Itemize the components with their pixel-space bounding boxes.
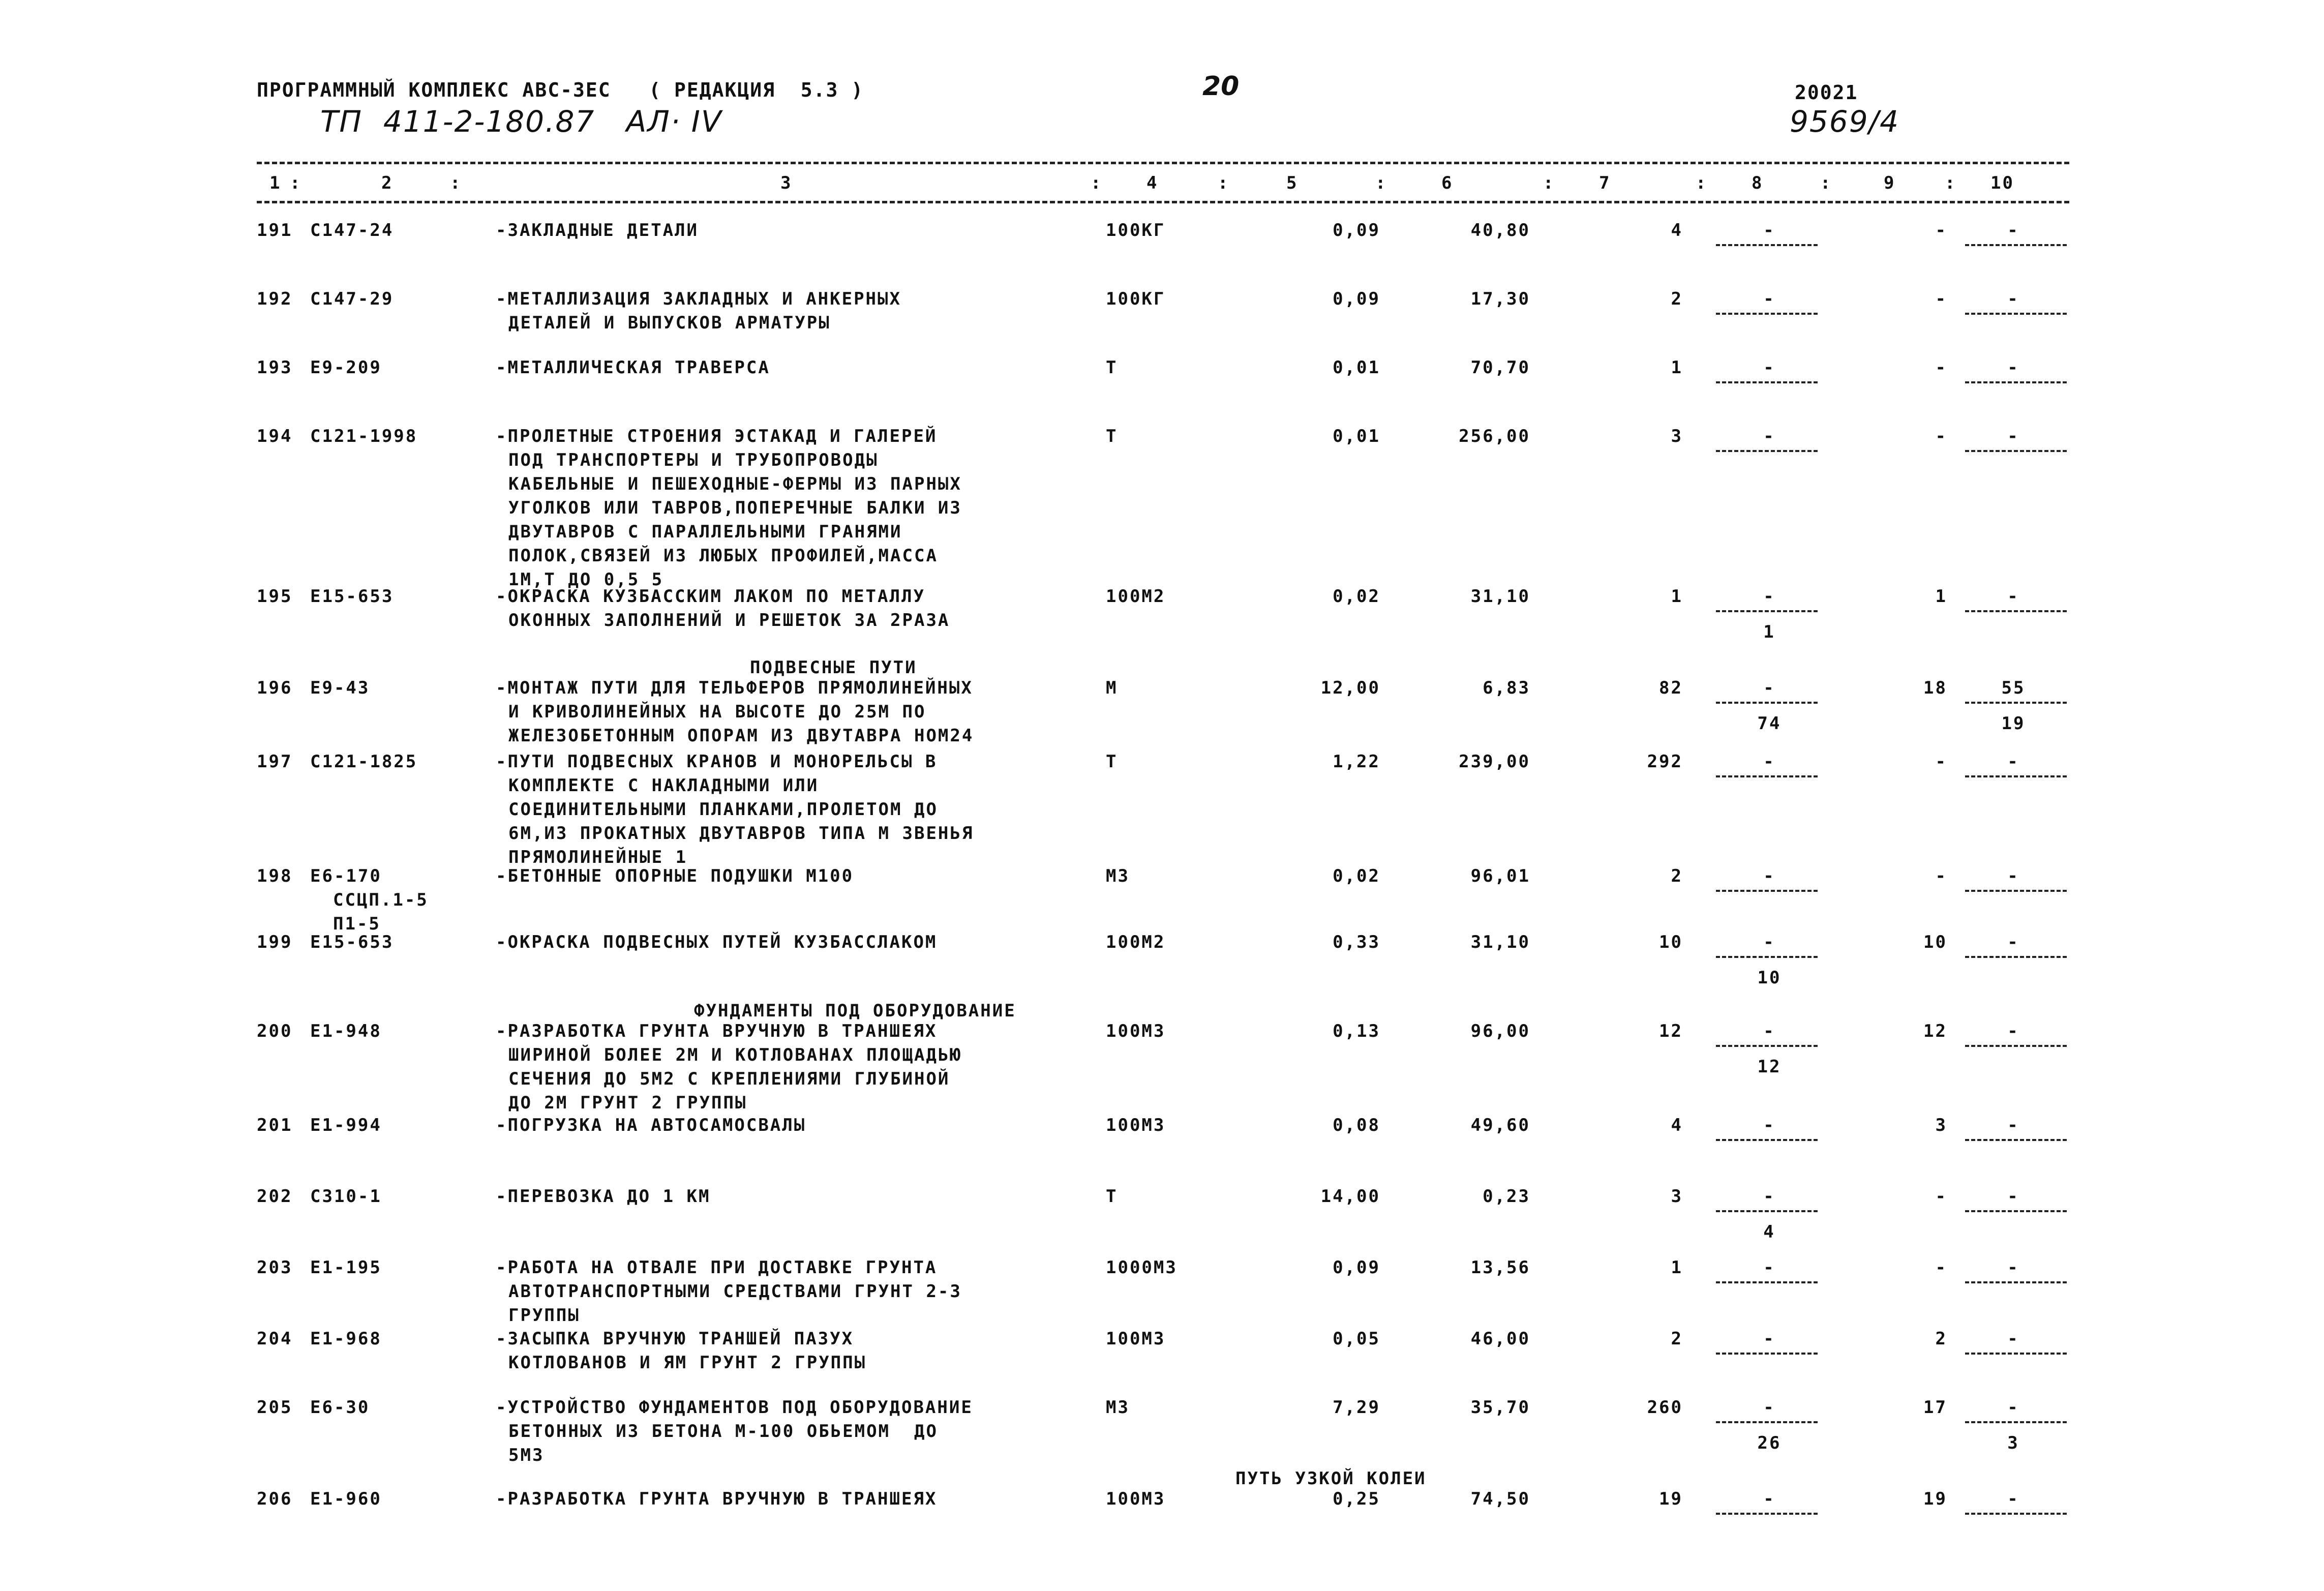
row-description: ПОД ТРАНСПОРТЕРЫ И ТРУБОПРОВОДЫ [508,450,879,470]
top-rule [257,162,2069,164]
col8-divider [1716,1281,1818,1283]
row-col9: 2 [1935,1329,1947,1349]
row-col7: 1 [1671,586,1683,607]
row-col7: 2 [1671,289,1683,309]
row-col10: - [2007,220,2019,241]
row-col7: 1 [1671,1257,1683,1278]
row-price: 49,60 [1470,1115,1530,1135]
row-description: -БЕТОННЫЕ ОПОРНЫЕ ПОДУШКИ М100 [496,866,854,886]
row-col9: - [1935,289,1947,309]
row-description: -МЕТАЛЛИЗАЦИЯ ЗАКЛАДНЫХ И АНКЕРНЫХ [496,289,901,309]
row-code: Е1-994 [310,1115,382,1135]
col10-divider [1965,1421,2067,1423]
col10-divider [1965,956,2067,958]
row-col10: - [2007,932,2019,952]
row-number: 200 [257,1021,293,1041]
col10-divider [1965,1210,2067,1212]
col10-divider [1965,244,2067,246]
col8-divider [1716,1045,1818,1047]
row-col9: - [1935,357,1947,378]
row-unit: Т [1106,1186,1118,1207]
row-unit: 100М3 [1106,1329,1166,1349]
row-col8: - [1763,1257,1775,1278]
col8-divider [1716,1513,1818,1515]
row-col10: - [2007,1115,2019,1135]
row-col9: - [1935,1257,1947,1278]
row-col8-lower: 10 [1757,968,1782,988]
row-code: Е9-209 [310,357,382,378]
col8-divider [1716,610,1818,612]
row-col10: - [2007,866,2019,886]
row-quantity: 0,02 [1333,586,1380,607]
row-col10: 55 [2001,678,2026,698]
row-price: 256,00 [1459,426,1530,446]
col8-divider [1716,890,1818,892]
row-description: 1М,Т ДО 0,5 5 [508,569,664,590]
row-price: 31,10 [1470,586,1530,607]
row-number: 194 [257,426,293,446]
row-price: 13,56 [1470,1257,1530,1278]
col10-divider [1965,313,2067,315]
row-code: Е1-968 [310,1329,382,1349]
row-price: 96,01 [1470,866,1530,886]
row-description: КОМПЛЕКТЕ С НАКЛАДНЫМИ ИЛИ [508,775,819,796]
row-price: 0,23 [1483,1186,1530,1207]
row-number: 193 [257,357,293,378]
row-col7: 82 [1659,678,1683,698]
row-quantity: 0,33 [1333,932,1380,952]
row-number: 202 [257,1186,293,1207]
column-header: 9 [1884,173,1896,193]
row-unit: Т [1106,357,1118,378]
row-code: С121-1998 [310,426,418,446]
row-col8-lower: 12 [1757,1057,1782,1077]
row-description: ДО 2М ГРУНТ 2 ГРУППЫ [508,1093,747,1113]
column-header: 7 [1599,173,1611,193]
row-unit: 100М3 [1106,1489,1166,1509]
row-col8: - [1763,586,1775,607]
col8-divider [1716,956,1818,958]
col8-divider [1716,244,1818,246]
row-number: 201 [257,1115,293,1135]
row-col7: 12 [1659,1021,1683,1041]
row-description: ДВУТАВРОВ С ПАРАЛЛЕЛЬНЫМИ ГРАНЯМИ [508,522,902,542]
row-description: УГОЛКОВ ИЛИ ТАВРОВ,ПОПЕРЕЧНЫЕ БАЛКИ ИЗ [508,498,962,518]
row-col9: 12 [1923,1021,1947,1041]
row-price: 17,30 [1470,289,1530,309]
row-quantity: 0,08 [1333,1115,1380,1135]
row-unit: М3 [1106,1397,1130,1418]
row-unit: 100КГ [1106,289,1166,309]
row-col9: - [1935,426,1947,446]
row-col8: - [1763,357,1775,378]
col8-divider [1716,313,1818,315]
row-quantity: 0,01 [1333,426,1380,446]
row-code: С310-1 [310,1186,382,1207]
column-header: 1 [269,173,282,193]
sheet-number: 9569/4 [1790,104,1900,139]
column-header: 6 [1441,173,1454,193]
column-header: 2 [381,173,394,193]
row-number: 196 [257,678,293,698]
col10-divider [1965,610,2067,612]
row-code: Е6-30 [310,1397,370,1418]
row-col8: - [1763,289,1775,309]
row-code: С147-29 [310,289,394,309]
row-description: ГРУППЫ [508,1305,580,1326]
col10-divider [1965,702,2067,704]
row-col7: 10 [1659,932,1683,952]
row-description: БЕТОННЫХ ИЗ БЕТОНА М-100 ОБЬЕМОМ ДО [508,1421,938,1442]
row-description: -ПЕРЕВОЗКА ДО 1 КМ [496,1186,711,1207]
col10-divider [1965,1281,2067,1283]
row-description: И КРИВОЛИНЕЙНЫХ НА ВЫСОТЕ ДО 25М ПО [508,702,926,722]
row-description: -УСТРОЙСТВО ФУНДАМЕНТОВ ПОД ОБОРУДОВАНИЕ [496,1397,973,1418]
row-col7: 3 [1671,1186,1683,1207]
row-col8: - [1763,932,1775,952]
row-col7: 2 [1671,1329,1683,1349]
col10-divider [1965,450,2067,452]
row-price: 74,50 [1470,1489,1530,1509]
row-col8: - [1763,220,1775,241]
row-col9: 19 [1923,1489,1947,1509]
row-price: 31,10 [1470,932,1530,952]
col8-divider [1716,775,1818,777]
row-code: Е15-653 [310,932,394,952]
col10-divider [1965,890,2067,892]
row-description: -ПУТИ ПОДВЕСНЫХ КРАНОВ И МОНОРЕЛЬСЫ В [496,752,938,772]
row-col8-lower: 4 [1763,1222,1775,1242]
row-code: Е1-948 [310,1021,382,1041]
row-col8: - [1763,1397,1775,1418]
row-description: КАБЕЛЬНЫЕ И ПЕШЕХОДНЫЕ-ФЕРМЫ ИЗ ПАРНЫХ [508,474,962,494]
col10-divider [1965,775,2067,777]
row-number: 197 [257,752,293,772]
row-col8-lower: 26 [1757,1433,1782,1453]
row-col8: - [1763,1329,1775,1349]
section-title: ПУТЬ УЗКОЙ КОЛЕИ [1235,1468,1427,1489]
column-header: 5 [1286,173,1299,193]
row-description: КОТЛОВАНОВ И ЯМ ГРУНТ 2 ГРУППЫ [508,1353,867,1373]
row-description: 5М3 [508,1445,545,1465]
row-description: -ПОГРУЗКА НА АВТОСАМОСВАЛЫ [496,1115,806,1135]
col10-divider [1965,1045,2067,1047]
row-price: 6,83 [1483,678,1530,698]
row-col8: - [1763,1186,1775,1207]
row-description: -ОКРАСКА КУЗБАССКИМ ЛАКОМ ПО МЕТАЛЛУ [496,586,925,607]
col8-divider [1716,702,1818,704]
row-col7: 1 [1671,357,1683,378]
row-col9: 17 [1923,1397,1947,1418]
row-col10: - [2007,586,2019,607]
row-col8: - [1763,1489,1775,1509]
row-description: -РАЗРАБОТКА ГРУНТА ВРУЧНУЮ В ТРАНШЕЯХ [496,1489,938,1509]
col8-divider [1716,1353,1818,1355]
row-col8-lower: 74 [1757,713,1782,734]
row-quantity: 0,02 [1333,866,1380,886]
row-description: -МОНТАЖ ПУТИ ДЛЯ ТЕЛЬФЕРОВ ПРЯМОЛИНЕЙНЫХ [496,678,973,698]
column-header: 3 [780,173,793,193]
row-price: 70,70 [1470,357,1530,378]
row-price: 40,80 [1470,220,1530,241]
row-code: Е6-170 [310,866,382,886]
row-col10: - [2007,1329,2019,1349]
row-unit: 100М2 [1106,586,1166,607]
row-description: -РАЗРАБОТКА ГРУНТА ВРУЧНУЮ В ТРАНШЕЯХ [496,1021,938,1041]
row-col8: - [1763,678,1775,698]
section-title: ФУНДАМЕНТЫ ПОД ОБОРУДОВАНИЕ [694,1001,1016,1021]
row-col9: 1 [1935,586,1947,607]
row-description: -МЕТАЛЛИЧЕСКАЯ ТРАВЕРСА [496,357,770,378]
row-description: ЖЕЛЕЗОБЕТОННЫМ ОПОРАМ ИЗ ДВУТАВРА НОМ24 [508,726,974,746]
row-col10: - [2007,1489,2019,1509]
row-col10: - [2007,1186,2019,1207]
column-header: 8 [1752,173,1764,193]
row-col10: - [2007,289,2019,309]
row-unit: 100М3 [1106,1115,1166,1135]
row-col7: 260 [1647,1397,1683,1418]
row-code-ref: П1-5 [333,914,381,934]
row-quantity: 14,00 [1320,1186,1380,1207]
row-col7: 4 [1671,220,1683,241]
row-description: -ОКРАСКА ПОДВЕСНЫХ ПУТЕЙ КУЗБАССЛАКОМ [496,932,938,952]
col8-divider [1716,1210,1818,1212]
row-number: 195 [257,586,293,607]
row-col7: 19 [1659,1489,1683,1509]
col8-divider [1716,1139,1818,1141]
row-col9: 10 [1923,932,1947,952]
column-header: 10 [1990,173,2014,193]
col10-divider [1965,1353,2067,1355]
row-description: -ЗАСЫПКА ВРУЧНУЮ ТРАНШЕЙ ПАЗУХ [496,1329,854,1349]
row-number: 203 [257,1257,293,1278]
row-code: Е15-653 [310,586,394,607]
document-page: ПРОГРАММНЫЙ КОМПЛЕКС АВС-3ЕС ( РЕДАКЦИЯ 5.3 ) 20 20021 ТП 411-2-180.87 АЛ· IV 9569/4 1 : 2 : 3 : 4 : 5 : 6 : 7 : 8 : 9 : 10 191 С147-24 -ЗАКЛАДНЫЕ ДЕТАЛИ 100КГ 0,09 40,80 4 - - - 192 С147-29 -МЕТАЛЛИЗАЦИЯ ЗАКЛАДНЫХ И АНКЕРНЫХ ДЕТАЛЕЙ И ВЫПУСКОВ АРМАТУРЫ 100КГ 0,09 17,30 2 - - - 193 Е9-209 -МЕТАЛЛИЧЕСКАЯ ТРАВЕРСА Т 0,01 70,70 1 - - - 194 С121-1998 -ПРОЛЕТНЫЕ СТРОЕНИЯ ЭСТАКАД И ГАЛЕРЕЙ ПОД ТРАНСПОРТЕРЫ И ТРУБОПРОВОДЫ КАБЕЛЬНЫЕ И ПЕШЕХОДНЫЕ-ФЕРМЫ ИЗ ПАРНЫХ УГОЛКОВ ИЛИ ТАВРОВ,ПОПЕРЕЧНЫЕ БАЛКИ ИЗ ДВУТАВРОВ С ПАРАЛЛЕЛЬНЫМИ ГРАНЯМИ ПОЛОК,СВЯЗЕЙ ИЗ ЛЮБЫХ ПРОФИЛЕЙ,МАССА 1М,Т ДО 0,5 5 Т 0,01 256,00 3 - - - 195 Е15-653 -ОКРАСКА КУЗБАССКИМ ЛАКОМ ПО МЕТАЛЛУ ОКОННЫХ ЗАПОЛНЕНИЙ И РЕШЕТОК ЗА 2РАЗА 100М2 0,02 31,10 1 - 1 1 - ПОДВЕСНЫЕ ПУТИ 196 Е9-43 -МОНТАЖ ПУТИ ДЛЯ ТЕЛЬФЕРОВ ПРЯМОЛИНЕЙНЫХ И КРИВОЛИНЕЙНЫХ НА ВЫСОТЕ ДО 25М ПО ЖЕЛЕЗОБЕТОННЫМ ОПОРАМ ИЗ ДВУТАВРА НОМ24 М 12,00 6,83 82 - 74 18 55 19 197 С121-1825 -ПУТИ ПОДВЕСНЫХ КРАНОВ И МОНОРЕЛЬСЫ В КОМПЛЕКТЕ С НАКЛАДНЫМИ ИЛИ СОЕДИНИТЕЛЬНЫМИ ПЛАНКАМИ,ПРОЛЕТОМ ДО 6М,ИЗ ПРОКАТНЫХ ДВУТАВРОВ ТИПА М ЗВЕНЬЯ ПРЯМОЛИНЕЙНЫЕ 1 Т 1,22 239,00 292 - - - 198 Е6-170 ССЦП.1-5 П1-5 -БЕТОННЫЕ ОПОРНЫЕ ПОДУШКИ М100 М3 0,02 96,01 2 - - - 199 Е15-653 -ОКРАСКА ПОДВЕСНЫХ ПУТЕЙ КУЗБАССЛАКОМ 100М2 0,33 31,10 10 - 10 10 - ФУНДАМЕНТЫ ПОД ОБОРУДОВАНИЕ 200 Е1-948 -РАЗРАБОТКА ГРУНТА ВРУЧНУЮ В ТРАНШЕЯХ ШИРИНОЙ БОЛЕЕ 2М И КОТЛОВАНАХ ПЛОЩАДЬЮ СЕЧЕНИЯ ДО 5М2 С КРЕПЛЕНИЯМИ ГЛУБИНОЙ ДО 2М ГРУНТ 2 ГРУППЫ 100М3 0,13 96,00 12 - 12 12 - 201 Е1-994 -ПОГРУЗКА НА АВТОСАМОСВАЛЫ 100М3 0,08 49,60 4 - 3 - 202 С310-1 -ПЕРЕВОЗКА ДО 1 КМ Т 14,00 0,23 3 - 4 - - 203 Е1-195 -РАБОТА НА ОТВАЛЕ ПРИ ДОСТАВКЕ ГРУНТА АВТОТРАНСПОРТНЫМИ СРЕДСТВАМИ ГРУНТ 2-3 ГРУППЫ 1000М3 0,09 13,56 1 - - - 204 Е1-968 -ЗАСЫПКА ВРУЧНУЮ ТРАНШЕЙ ПАЗУХ КОТЛОВАНОВ И ЯМ ГРУНТ 2 ГРУППЫ 100М3 0,05 46,00 2 - 2 - 205 Е6-30 -УСТРОЙСТВО ФУНДАМЕНТОВ ПОД ОБОРУДОВАНИЕ БЕТОННЫХ ИЗ БЕТОНА М-100 ОБЬЕМОМ ДО 5М3 М3 7,29 35,70 260 - 26 17 - 3 ПУТЬ УЗКОЙ КОЛЕИ 206 Е1-960 -РАЗРАБОТКА ГРУНТА ВРУЧНУЮ В ТРАНШЕЯХ 100М3 0,25 74,50 19 - 19 - [0,0,2324,1591]
row-col9: 18 [1923,678,1947,698]
row-description: ПРЯМОЛИНЕЙНЫЕ 1 [508,847,688,867]
row-col7: 3 [1671,426,1683,446]
row-col7: 2 [1671,866,1683,886]
row-col9: - [1935,866,1947,886]
row-description: ОКОННЫХ ЗАПОЛНЕНИЙ И РЕШЕТОК ЗА 2РАЗА [508,610,950,631]
row-code: С147-24 [310,220,394,241]
row-col10-lower: 19 [2001,713,2026,734]
row-col7: 4 [1671,1115,1683,1135]
row-quantity: 0,01 [1333,357,1380,378]
row-col9: - [1935,1186,1947,1207]
row-number: 205 [257,1397,293,1418]
row-description: ШИРИНОЙ БОЛЕЕ 2М И КОТЛОВАНАХ ПЛОЩАДЬЮ [508,1045,962,1065]
row-code: Е1-960 [310,1489,382,1509]
row-unit: Т [1106,752,1118,772]
row-price: 46,00 [1470,1329,1530,1349]
row-col8-lower: 1 [1763,622,1775,642]
row-description: -РАБОТА НА ОТВАЛЕ ПРИ ДОСТАВКЕ ГРУНТА [496,1257,938,1278]
row-col8: - [1763,1115,1775,1135]
row-number: 204 [257,1329,293,1349]
row-col10: - [2007,426,2019,446]
row-col9: - [1935,752,1947,772]
column-header: 4 [1146,173,1159,193]
col10-divider [1965,381,2067,383]
program-title: ПРОГРАММНЫЙ КОМПЛЕКС АВС-3ЕС ( РЕДАКЦИЯ 5.3 ) [257,79,864,101]
row-number: 191 [257,220,293,241]
row-quantity: 0,09 [1333,220,1380,241]
row-code: Е9-43 [310,678,370,698]
row-col8: - [1763,426,1775,446]
row-col8: - [1763,1021,1775,1041]
row-quantity: 1,22 [1333,752,1380,772]
header-rule [257,201,2069,203]
row-code: Е1-195 [310,1257,382,1278]
row-unit: 1000М3 [1106,1257,1178,1278]
row-col8: - [1763,866,1775,886]
row-quantity: 0,05 [1333,1329,1380,1349]
document-code: 20021 [1795,81,1858,104]
row-quantity: 12,00 [1320,678,1380,698]
row-description: СЕЧЕНИЯ ДО 5М2 С КРЕПЛЕНИЯМИ ГЛУБИНОЙ [508,1069,950,1089]
row-col10: - [2007,357,2019,378]
row-description: ДЕТАЛЕЙ И ВЫПУСКОВ АРМАТУРЫ [508,313,831,333]
row-col9: 3 [1935,1115,1947,1135]
row-quantity: 0,25 [1333,1489,1380,1509]
row-number: 192 [257,289,293,309]
row-description: ПОЛОК,СВЯЗЕЙ ИЗ ЛЮБЫХ ПРОФИЛЕЙ,МАССА [508,546,938,566]
row-unit: 100КГ [1106,220,1166,241]
row-description: АВТОТРАНСПОРТНЫМИ СРЕДСТВАМИ ГРУНТ 2-3 [508,1281,962,1302]
row-description: -ЗАКЛАДНЫЕ ДЕТАЛИ [496,220,699,241]
row-description: 6М,ИЗ ПРОКАТНЫХ ДВУТАВРОВ ТИПА М ЗВЕНЬЯ [508,823,974,844]
row-quantity: 0,13 [1333,1021,1380,1041]
col8-divider [1716,450,1818,452]
row-quantity: 0,09 [1333,289,1380,309]
row-col7: 292 [1647,752,1683,772]
row-col10: - [2007,1021,2019,1041]
col10-divider [1965,1513,2067,1515]
row-col9: - [1935,220,1947,241]
row-quantity: 7,29 [1333,1397,1380,1418]
row-unit: М3 [1106,866,1130,886]
row-col8: - [1763,752,1775,772]
row-number: 198 [257,866,293,886]
row-col10: - [2007,1257,2019,1278]
row-col10: - [2007,752,2019,772]
row-description: -ПРОЛЕТНЫЕ СТРОЕНИЯ ЭСТАКАД И ГАЛЕРЕЙ [496,426,938,446]
row-unit: 100М2 [1106,932,1166,952]
page-number: 20 [1202,71,1240,102]
row-code-ref: ССЦП.1-5 [333,890,429,910]
row-quantity: 0,09 [1333,1257,1380,1278]
row-price: 96,00 [1470,1021,1530,1041]
row-description: СОЕДИНИТЕЛЬНЫМИ ПЛАНКАМИ,ПРОЛЕТОМ ДО [508,799,938,820]
col10-divider [1965,1139,2067,1141]
row-price: 35,70 [1470,1397,1530,1418]
row-number: 206 [257,1489,293,1509]
col8-divider [1716,1421,1818,1423]
row-col10-lower: 3 [2007,1433,2019,1453]
section-title: ПОДВЕСНЫЕ ПУТИ [750,657,917,678]
row-unit: Т [1106,426,1118,446]
row-price: 239,00 [1459,752,1530,772]
col8-divider [1716,381,1818,383]
row-unit: М [1106,678,1118,698]
row-col10: - [2007,1397,2019,1418]
row-code: С121-1825 [310,752,418,772]
project-number: ТП 411-2-180.87 АЛ· IV [320,104,722,139]
row-unit: 100М3 [1106,1021,1166,1041]
row-number: 199 [257,932,293,952]
